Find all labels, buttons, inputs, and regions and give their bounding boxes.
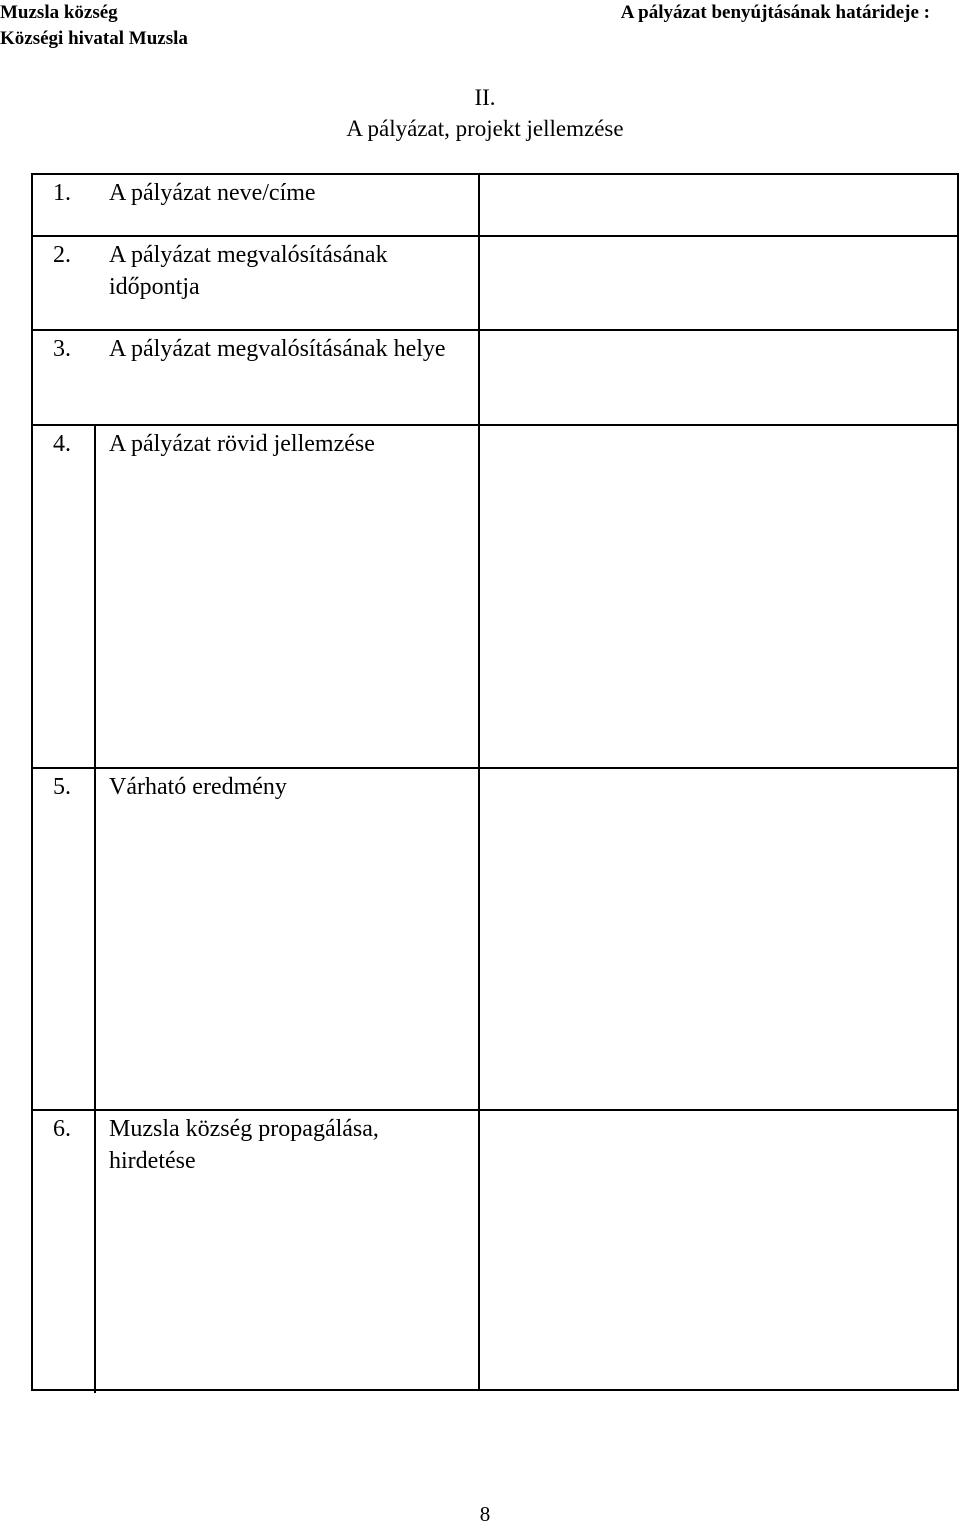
form-row [32,425,958,768]
form-row [32,768,958,1110]
form-row [32,1110,958,1390]
project-description-form [31,173,959,1391]
row-number: 5. [53,774,71,800]
row-number: 2. [53,242,71,268]
submission-deadline-label: A pályázat benyújtásának határideje : [620,2,930,23]
row-label-project-name: A pályázat neve/címe [109,180,316,206]
row-number: 6. [53,1116,71,1142]
row-number: 3. [53,336,71,362]
form-row [32,330,958,425]
row-label-implementation-time: A pályázat megvalósításának időpontja [109,242,388,300]
row-number: 4. [53,431,71,457]
form-row [32,236,958,330]
row-number: 1. [53,180,71,206]
number-column-divider [94,769,96,1111]
expected-result-field[interactable] [479,768,958,1110]
section-number: II. [474,85,496,110]
row-label-promotion: Muzsla község propagálása, hirdetése [109,1116,379,1174]
number-column-divider [94,426,96,769]
office-name: Községi hivatal Muzsla [0,28,188,49]
promotion-field[interactable] [479,1110,958,1390]
form-row [32,174,958,236]
row-label-implementation-place: A pályázat megvalósításának helye [109,336,446,362]
header-left [0,0,188,52]
row-label-expected-result: Várható eredmény [109,774,287,800]
row-label-short-description: A pályázat rövid jellemzése [109,431,375,457]
section-title: A pályázat, projekt jellemzése [346,116,624,141]
short-description-field[interactable] [479,425,958,768]
number-column-divider [94,1111,96,1393]
project-name-field[interactable] [479,174,958,236]
page-number: 8 [479,1502,491,1526]
implementation-time-field[interactable] [479,236,958,330]
implementation-place-field[interactable] [479,330,958,425]
municipality-name: Muzsla község [0,2,118,23]
